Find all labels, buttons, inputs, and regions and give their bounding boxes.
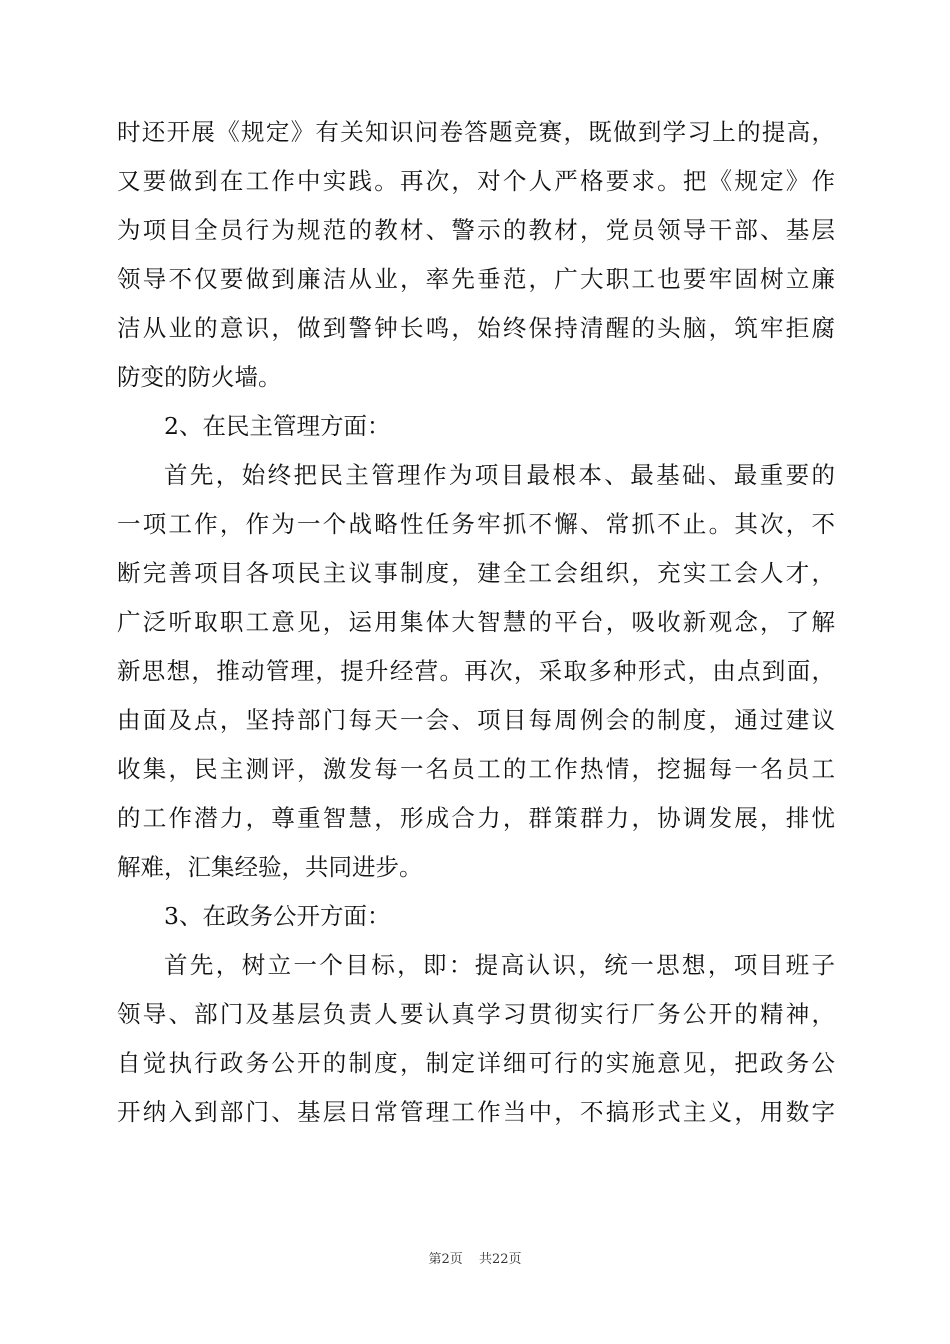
text-line: 领导不仅要做到廉洁从业，率先垂范，广大职工也要牢固树立廉	[117, 265, 835, 293]
text-line: 首先，树立一个目标，即：提高认识，统一思想，项目班子	[164, 951, 835, 979]
text-line: 断完善项目各项民主议事制度，建全工会组织，充实工会人才，	[117, 559, 835, 587]
text-line: 的工作潜力，尊重智慧，形成合力，群策群力，协调发展，排忧	[117, 804, 835, 832]
text-line: 自觉执行政务公开的制度，制定详细可行的实施意见，把政务公	[117, 1049, 835, 1077]
page-number: 第2页	[428, 1252, 463, 1267]
text-line: 收集，民主测评，激发每一名员工的工作热情，挖掘每一名员工	[117, 755, 835, 783]
section-heading: 2、在民主管理方面：	[164, 412, 391, 440]
text-line: 由面及点，坚持部门每天一会、项目每周例会的制度，通过建议	[117, 706, 835, 734]
text-line: 洁从业的意识，做到警钟长鸣，始终保持清醒的头脑，筑牢拒腐	[117, 314, 835, 342]
text-line: 广泛听取职工意见，运用集体大智慧的平台，吸收新观念，了解	[117, 608, 835, 636]
text-line: 一项工作，作为一个战略性任务牢抓不懈、常抓不止。其次，不	[117, 510, 835, 538]
section-heading: 3、在政务公开方面：	[164, 902, 391, 930]
page-total: 共22页	[478, 1252, 522, 1267]
document-body	[117, 108, 835, 1137]
text-line: 又要做到在工作中实践。再次，对个人严格要求。把《规定》作	[117, 167, 835, 195]
text-line: 时还开展《规定》有关知识问卷答题竞赛，既做到学习上的提高，	[117, 118, 835, 146]
text-line: 防变的防火墙。	[117, 363, 282, 391]
text-line: 开纳入到部门、基层日常管理工作当中，不搞形式主义，用数字	[117, 1098, 835, 1126]
page-footer	[0, 1248, 950, 1267]
text-line: 领导、部门及基层负责人要认真学习贯彻实行厂务公开的精神，	[117, 1000, 835, 1028]
text-line: 为项目全员行为规范的教材、警示的教材，党员领导干部、基层	[117, 216, 835, 244]
text-line: 解难，汇集经验，共同进步。	[117, 853, 423, 881]
text-line: 首先，始终把民主管理作为项目最根本、最基础、最重要的	[164, 461, 835, 489]
text-line: 新思想，推动管理，提升经营。再次，采取多种形式，由点到面，	[117, 657, 835, 685]
